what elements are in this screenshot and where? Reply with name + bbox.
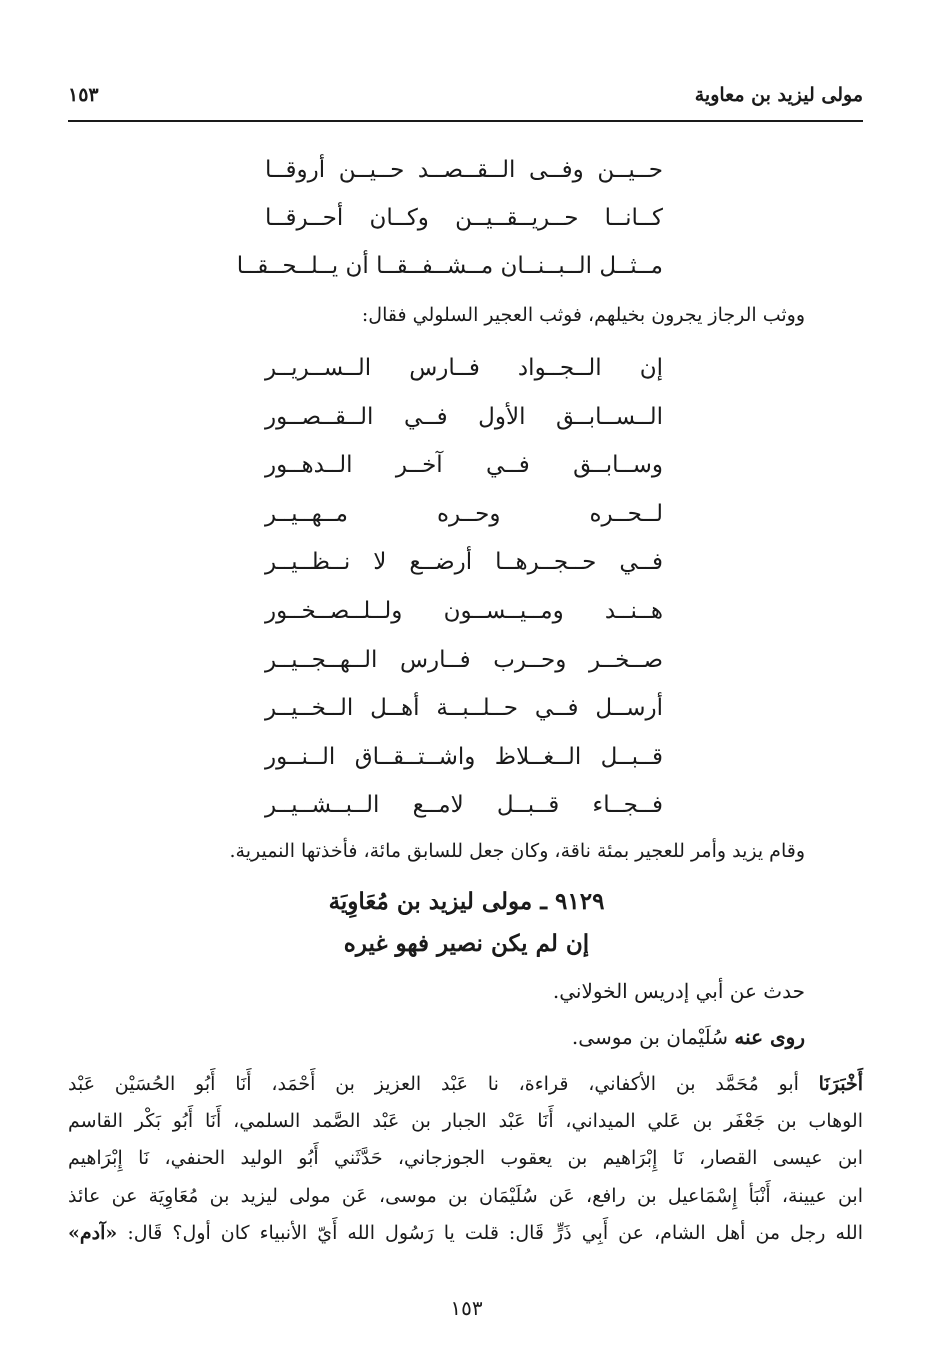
- isnad-text: أبو مُحَمَّد بن الأكفاني، قراءة، نا عَبْد العزيز بن أَحْمَد، أَنَا أَبُو الحُسَيْن عَبْد: [68, 1073, 819, 1095]
- isnad-line: [68, 1215, 863, 1252]
- isnad-lead: أَخْبَرَنَا: [818, 1073, 863, 1095]
- verse-line: فــي حــجــرهــا أرضــع لا نــظــيــر: [265, 549, 663, 576]
- header-page-number: ١٥٣: [68, 84, 99, 106]
- entry-title: ٩١٢٩ ـ مولى ليزيد بن مُعَاوِيَة: [328, 888, 605, 915]
- verse-line: فــجــاء قــبــل لامــع الــبــشــيــر: [265, 792, 663, 819]
- verse-line: قــبــل الــغــلاظ واشــتــقــاق الــنــور: [265, 743, 663, 770]
- verse-line: مــثــل الــبــنــان مــشــفــقــا أن يــلــحــقــا: [236, 253, 663, 279]
- isnad-line: [68, 1066, 863, 1103]
- isnad-end: «آدم»: [68, 1221, 118, 1244]
- rawa-rest: سُلَيْمان بن موسى.: [571, 1025, 735, 1049]
- rawa-lead: روى عنه: [734, 1025, 805, 1049]
- running-title: مولى ليزيد بن معاوية: [694, 84, 863, 106]
- page-header: [68, 84, 863, 122]
- poem-block-2: [265, 348, 663, 834]
- rawa-line: [572, 1022, 805, 1052]
- intro-paragraph: ووثب الرجاز يجرون بخيلهم، فوثب العجير السلولي فقال:: [361, 304, 805, 326]
- isnad-paragraph: [68, 1066, 863, 1252]
- verse-line: كــانــا حــريــقــيــن وكــان أحــرقــا: [265, 205, 663, 231]
- haddath-line: حدث عن أبي إدريس الخولاني.: [552, 979, 805, 1003]
- verse-line: وســابــق فــي آخــر الــدهــور: [265, 452, 663, 479]
- isnad-line: ابن عيسى القصار، نَا إِبْرَاهيم بن يعقوب الجوزجاني، حَدَّثَني أَبُو الوليد الحنفي، نَا إِبْرَاهيم: [68, 1147, 863, 1170]
- verse-line: هــنــد ومــيــســون ولــلــصــخــور: [265, 597, 663, 624]
- entry-subtitle: إن لم يكن نصير فهو غيره: [343, 930, 590, 957]
- verse-line: حــيــن وفــى الــقــصــد حــيــن أروقــا: [265, 157, 663, 183]
- verse-line: الــســابــق الأول فــي الــقــصــور: [265, 403, 663, 430]
- poem-block-1: [236, 150, 663, 294]
- verse-line: أرســل فــي حــلــبــة أهــل الــخــيــر: [265, 695, 663, 722]
- verse-line: صــخــر وحــرب فــارس الــهــجــيــر: [265, 646, 663, 673]
- footer-page-number: ١٥٣: [450, 1296, 483, 1320]
- isnad-line: ابن عيينة، أَنْبَأ إِسْمَاعيل بن رافع، عَن سُلَيْمَان بن موسى، عَن مولى ليزيد بن مُعَاوِيَة عن عائذ: [68, 1184, 863, 1207]
- verse-line: إن الــجــواد فــارس الــســريــر: [265, 355, 663, 381]
- isnad-line: الوهاب بن جَعْفَر بن عَلي الميداني، أَنَا عَبْد الجبار بن عَبْد الصَّمد السلمي، أَنَا أَبُو بَكْر القاسم: [68, 1110, 863, 1133]
- isnad-text: الله رجل من أهل الشام، عن أَبِي ذَرٍّ قَال: قلت يا رَسُول الله أَيّ الأنبياء كان أول؟ قَال:: [127, 1221, 864, 1244]
- closing-paragraph: وقام يزيد وأمر للعجير بمئة ناقة، وكان جعل للسابق مائة، فأخذتها النميرية.: [229, 840, 805, 862]
- verse-line: لــحــره وحــره مــهــيــر: [265, 500, 663, 527]
